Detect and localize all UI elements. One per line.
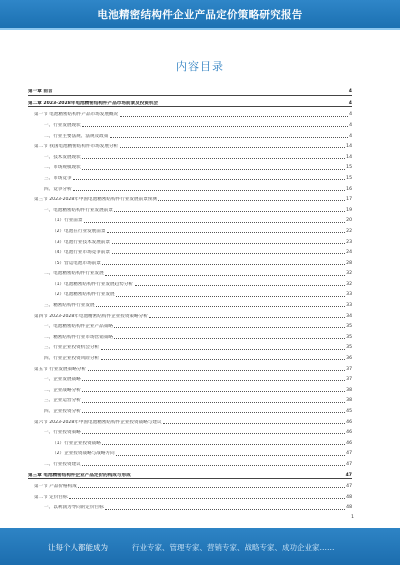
toc-entry-label: 一、企业发展战略 [44, 377, 81, 383]
toc-entry-label: （2）电池在行业发展前景 [52, 228, 106, 234]
toc-entry-label: 第二章 2023-2028年电池精密结构件产品市场前景及投资机会 [28, 100, 159, 106]
header-stripe [0, 28, 400, 30]
toc-entry-page: 38 [346, 387, 352, 393]
dot-leader [110, 136, 348, 138]
toc-entry-label: 四、行业企业投资风险分析 [44, 356, 100, 362]
footer-slogan-left: 让每个人都能成为 [48, 543, 108, 552]
toc-entry[interactable] [28, 361, 352, 372]
toc-entry-page: 23 [346, 239, 352, 245]
toc-entry[interactable] [28, 490, 352, 501]
toc-entry-label: 四、竞争分析 [44, 186, 72, 192]
dot-leader [82, 379, 344, 381]
toc-entry[interactable] [28, 287, 352, 298]
table-of-contents [28, 84, 352, 511]
toc-entry-label: （1）行业前景 [52, 218, 83, 224]
dot-leader [82, 464, 344, 466]
toc-entry-label: （3）电池行业技术发展前景 [52, 239, 111, 245]
toc-entry-label: （4）电池行业市场竞争前景 [52, 250, 111, 256]
toc-entry-page: 33 [346, 292, 352, 298]
dot-leader [69, 497, 345, 499]
toc-entry-page: 47 [345, 472, 352, 478]
dot-leader [105, 274, 344, 276]
toc-entry-label: 第四节 2023-2028年电池精密结构件企业投资策略分析 [34, 313, 148, 319]
toc-entry-page: 36 [346, 356, 352, 362]
toc-entry-label: 一、行业投资策略 [44, 430, 81, 436]
toc-entry[interactable] [28, 308, 352, 319]
toc-entry[interactable] [28, 234, 352, 245]
dot-leader [114, 210, 344, 212]
toc-entry-page: 24 [346, 250, 352, 256]
toc-heading: 内容目录 [176, 60, 224, 73]
dot-leader [149, 316, 344, 318]
toc-entry[interactable] [28, 383, 352, 394]
toc-entry-label: 二、市场规模现状 [44, 165, 81, 171]
toc-entry[interactable] [28, 479, 352, 490]
dot-leader [116, 454, 344, 456]
report-title: 电池精密结构件企业产品定价策略研究报告 [97, 9, 303, 21]
toc-entry-label: 第一节 产品价格构成 [34, 484, 77, 490]
dot-leader [84, 221, 345, 223]
dot-leader [105, 508, 344, 510]
dot-leader [114, 337, 344, 339]
dot-leader [163, 422, 345, 424]
toc-entry-page: 4 [348, 100, 352, 106]
toc-entry-page: 46 [346, 419, 352, 425]
toc-entry[interactable] [28, 192, 352, 203]
toc-entry-label: 第二节 我国电池精密结构件市场发展分析 [34, 144, 119, 150]
toc-entry-label: 第六节 2023-2028年中国电池精密结构件企业投资战略与建议 [34, 419, 162, 425]
dot-leader [96, 305, 345, 307]
toc-entry-label: （2）企业投资战略与战略方向 [52, 451, 115, 457]
dot-leader [82, 411, 344, 413]
toc-entry-page: 45 [346, 409, 352, 414]
toc-entry-label: （1）行业企业投资战略 [52, 440, 101, 446]
dot-leader [158, 199, 344, 201]
toc-entry-page: 47 [346, 451, 352, 457]
toc-entry-page: 34 [346, 313, 352, 319]
toc-entry[interactable] [28, 372, 352, 383]
toc-entry-label: 第一章 前言 [28, 89, 53, 95]
toc-entry-label: （1）电池精密结构件行业发展趋势分析 [52, 281, 134, 287]
toc-entry-page: 48 [346, 494, 352, 500]
toc-entry-page: 37 [346, 377, 352, 383]
toc-entry-page: 35 [346, 334, 352, 340]
toc-entry-label: 第三章 电池精密结构件企业产品定价的构成与形成 [28, 472, 131, 478]
toc-entry-label: 一、电池精密结构件企业产品策略 [44, 324, 113, 330]
dot-leader [120, 146, 345, 148]
toc-entry[interactable] [28, 330, 352, 341]
toc-entry[interactable] [28, 425, 352, 436]
dot-leader [112, 252, 345, 254]
dot-leader [82, 157, 344, 159]
toc-entry[interactable] [28, 500, 352, 511]
toc-entry-page: 16 [346, 186, 352, 192]
toc-entry-page: 48 [346, 505, 352, 511]
toc-entry[interactable] [28, 414, 352, 425]
toc-entry-page: 14 [346, 144, 352, 150]
toc-entry[interactable] [28, 351, 352, 362]
toc-entry-label: 二、电池精密结构件行业发展 [44, 271, 104, 277]
toc-entry[interactable] [28, 277, 352, 288]
dot-leader [82, 125, 347, 127]
toc-entry-page: 4 [349, 112, 352, 118]
toc-entry-page: 20 [346, 218, 352, 224]
dot-leader [82, 432, 344, 434]
toc-entry-page: 22 [346, 228, 352, 234]
toc-entry[interactable] [28, 404, 352, 415]
dot-leader [160, 104, 348, 105]
toc-entry-label: 三、精密结构件行业发展 [44, 303, 95, 309]
footer-slogan-right: 行业专家、管理专家、营销专家、战略专家、成功企业家…… [132, 543, 335, 552]
toc-entry[interactable] [28, 107, 352, 118]
toc-entry-page: 32 [346, 271, 352, 277]
toc-entry-page: 17 [346, 197, 352, 203]
toc-entry-label: （2）电池精密结构件行业发展 [52, 292, 115, 298]
dot-leader [107, 231, 345, 233]
page-number: 1 [351, 515, 354, 520]
toc-entry-label: 一、电池精密结构件行业发展前景 [44, 207, 113, 213]
toc-entry-label: （5）营运电池市场前景 [52, 260, 101, 266]
toc-entry[interactable] [28, 457, 352, 468]
toc-entry-label: 四、企业投资分析 [44, 409, 81, 414]
toc-entry[interactable] [28, 393, 352, 404]
toc-entry[interactable] [28, 128, 352, 139]
toc-entry[interactable] [28, 319, 352, 330]
dot-leader [73, 189, 345, 191]
toc-entry-label: 一、行业发展现状 [44, 122, 81, 128]
toc-entry[interactable] [28, 84, 352, 96]
dot-leader [54, 92, 347, 93]
toc-entry-page: 46 [346, 440, 352, 446]
toc-entry-page: 47 [346, 461, 352, 467]
toc-entry[interactable] [28, 467, 352, 479]
toc-entry-page: 4 [348, 89, 352, 95]
toc-entry-page: 37 [346, 366, 352, 372]
toc-entry-label: 一、技术发展现状 [44, 154, 81, 160]
toc-entry-page: 35 [346, 345, 352, 351]
dot-leader [82, 390, 344, 392]
toc-entry-label: 第二节 定价目标 [34, 494, 68, 500]
toc-entry[interactable] [28, 139, 352, 150]
toc-entry-label: 第一节 电池精密结构件产品市场发展概况 [34, 112, 119, 118]
toc-entry-label: 二、精密结构件行业市场营销策略 [44, 334, 113, 340]
dot-leader [102, 443, 344, 445]
toc-entry[interactable] [28, 118, 352, 129]
toc-entry[interactable] [28, 181, 352, 192]
toc-entry[interactable] [28, 340, 352, 351]
footer-banner [0, 528, 400, 565]
toc-entry-page: 38 [346, 398, 352, 404]
toc-entry-label: 三、行业企业投资机会分析 [44, 345, 100, 351]
toc-entry[interactable] [28, 266, 352, 277]
toc-entry-label: 二、行业主要法规、法规及政策 [44, 133, 109, 139]
toc-entry-label: 三、市场竞争 [44, 175, 72, 181]
toc-entry-label: 二、行业投资建议 [44, 461, 81, 467]
dot-leader [88, 369, 345, 371]
toc-entry-page: 46 [346, 430, 352, 436]
toc-entry-label: 第三节 2023-2028年中国电池精密结构件行业发展前景预测 [34, 197, 157, 203]
dot-leader [135, 284, 345, 286]
toc-entry-page: 32 [346, 281, 352, 287]
toc-entry[interactable] [28, 213, 352, 224]
toc-entry-label: 三、企业运营分析 [44, 398, 81, 404]
toc-entry[interactable] [28, 171, 352, 182]
dot-leader [101, 358, 345, 360]
dot-leader [102, 263, 344, 265]
toc-entry-page: 35 [346, 324, 352, 330]
toc-entry[interactable] [28, 256, 352, 267]
toc-entry-label: 二、企业战略分析 [44, 387, 81, 393]
toc-entry[interactable] [28, 150, 352, 161]
toc-entry[interactable] [28, 96, 352, 108]
toc-entry-page: 4 [349, 133, 352, 139]
dot-leader [82, 401, 344, 403]
toc-entry[interactable] [28, 203, 352, 214]
toc-entry[interactable] [28, 298, 352, 309]
header-banner [0, 0, 400, 30]
toc-entry-page: 28 [346, 260, 352, 266]
toc-entry[interactable] [28, 224, 352, 235]
toc-entry-page: 19 [346, 207, 352, 213]
dot-leader [78, 486, 344, 488]
toc-entry[interactable] [28, 160, 352, 171]
toc-entry[interactable] [28, 436, 352, 447]
toc-entry-page: 14 [346, 154, 352, 160]
toc-entry-page: 33 [346, 303, 352, 309]
toc-entry[interactable] [28, 245, 352, 256]
toc-entry-page: 15 [346, 175, 352, 181]
dot-leader [120, 115, 348, 117]
toc-entry-page: 47 [346, 484, 352, 490]
toc-entry-page: 15 [346, 165, 352, 171]
toc-entry-label: 第五节 行业发展策略分析 [34, 366, 86, 372]
dot-leader [101, 348, 345, 350]
dot-leader [112, 242, 345, 244]
toc-entry-page: 4 [349, 122, 352, 128]
dot-leader [114, 326, 344, 328]
toc-entry-label: 一、以利润为导向的定价目标 [44, 505, 104, 511]
dot-leader [82, 168, 344, 170]
dot-leader [73, 178, 345, 180]
dot-leader [132, 476, 344, 477]
dot-leader [116, 295, 344, 297]
toc-entry[interactable] [28, 446, 352, 457]
